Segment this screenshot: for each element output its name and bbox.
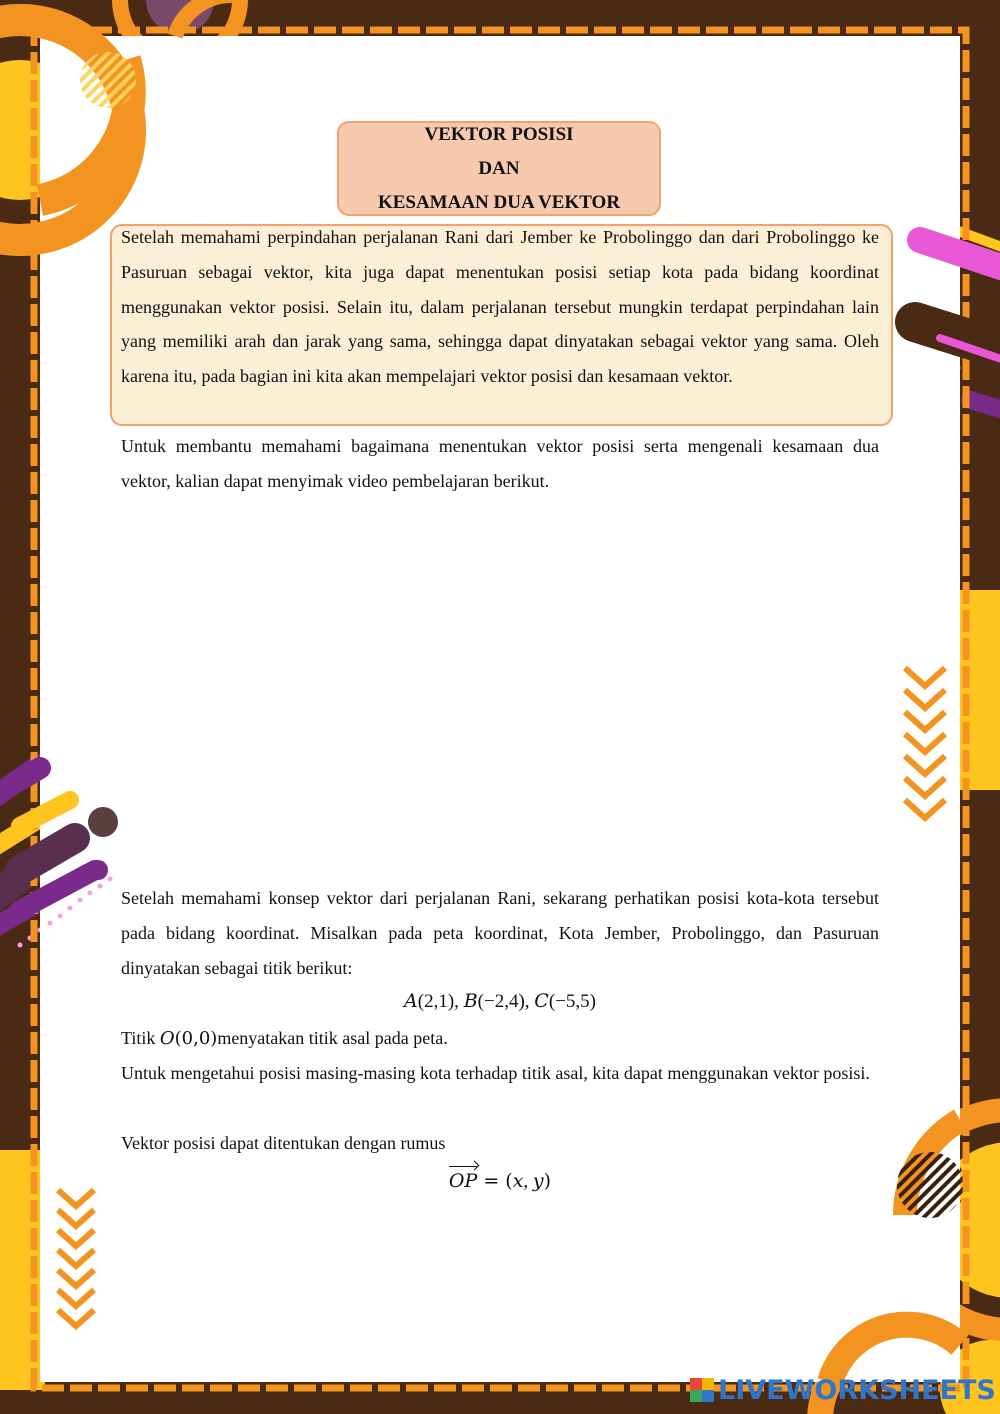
point-a-name: A [404,990,418,1012]
formula-equals: = ( [477,1170,513,1192]
liveworksheets-watermark[interactable] [690,1374,996,1406]
title-line-1: VEKTOR POSISI [424,124,574,145]
intro-paragraph: Setelah memahami perpindahan perjalanan Rani dari Jember ke Probolinggo dan dari Probolinggo ke Pasuruan sebagai vektor, kita juga dapat menentukan posisi setiap kota pada bidang koordinat menggunakan vektor posisi. Selain itu, dalam perjalanan tersebut mungkin terdapat perpindahan lain yang memiliki arah dan jarak yang sama, sehingga dapat dinyatakan sebagai vektor yang sama. Oleh karena itu, pada bagian ini kita akan mempelajari vektor posisi dan kesamaan vektor. [121,227,879,387]
liveworksheets-logo-icon [690,1378,714,1402]
origin-coords: (0,0) [174,1028,218,1049]
origin-suffix: menyatakan titik asal pada peta. [217,1028,448,1048]
position-vector-formula [121,1170,879,1193]
point-a-coords: (2,1), [417,991,459,1012]
formula-close: ) [543,1170,552,1192]
origin-point-name: O [159,1028,175,1049]
title-box [337,121,661,216]
title-line-2: DAN [478,158,520,179]
points-equation [121,990,879,1013]
formula-intro: Vektor posisi dapat ditentukan dengan rumus [121,1133,446,1153]
title-line-3: KESAMAAN DUA VEKTOR [377,192,621,213]
point-c-name: C [534,990,549,1012]
video-placeholder-area [121,510,879,870]
concept-paragraph: Setelah memahami konsep vektor dari perjalanan Rani, sekarang perhatikan posisi kota-kota tersebut pada bidang koordinat. Misalkan pada peta koordinat, Kota Jember, Probolinggo, dan Pasuruan dinyatakan sebagai titik berikut: [121,888,879,978]
point-c-coords: (−5,5) [548,991,596,1012]
point-b-coords: (−2,4), [477,991,530,1012]
vector-op: OP [448,1170,478,1192]
origin-line [121,1021,879,1057]
point-b-name: B [463,990,478,1012]
position-vector-paragraph: Untuk mengetahui posisi masing-masing kota terhadap titik asal, kita dapat menggunakan vektor posisi. [121,1063,870,1083]
origin-prefix: Titik [121,1028,160,1048]
formula-x: x [512,1170,524,1192]
watermark-text: LIVEWORKSHEETS [718,1374,996,1406]
formula-y: y [532,1170,544,1192]
formula-comma: , [523,1171,533,1192]
video-intro-paragraph: Untuk membantu memahami bagaimana menentukan vektor posisi serta mengenali kesamaan dua vektor, kalian dapat menyimak video pembelajaran berikut. [121,436,879,491]
